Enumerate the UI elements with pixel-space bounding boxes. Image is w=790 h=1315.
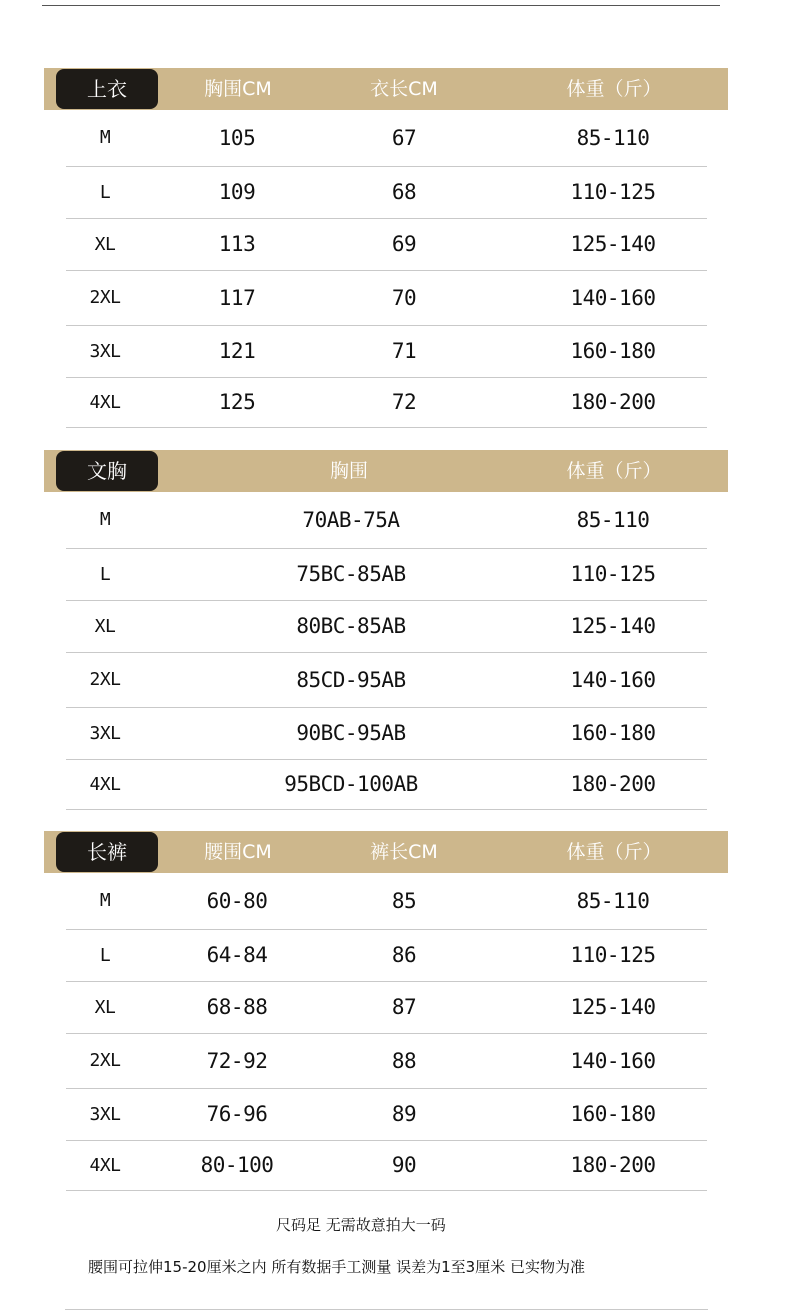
weight-cell: 160-180 <box>570 1102 656 1126</box>
length-cell: 70 <box>391 286 417 310</box>
top-divider <box>42 5 720 6</box>
size-cell: 2XL <box>89 1050 121 1071</box>
waist-cell: 68-88 <box>206 995 268 1019</box>
weight-cell: 180-200 <box>570 1153 656 1177</box>
tops-tag: 上衣 <box>56 69 158 109</box>
bra-header-weight: 体重（斤） <box>566 460 662 482</box>
cup-cell: 75BC-85AB <box>296 562 406 586</box>
cup-cell: 70AB-75A <box>302 508 400 532</box>
size-cell: 3XL <box>89 341 121 362</box>
length-cell: 69 <box>391 232 417 256</box>
chest-cell: 109 <box>218 180 256 204</box>
pants-header-weight: 体重（斤） <box>566 841 662 863</box>
weight-cell: 180-200 <box>570 772 656 796</box>
length-cell: 67 <box>391 126 417 150</box>
tops-header-chest: 胸围CM <box>204 78 272 100</box>
tops-header-bar <box>44 68 728 110</box>
tops-rows <box>44 110 728 428</box>
bra-header-bar <box>44 450 728 492</box>
note-size-accurate: 尺码足 无需故意拍大一码 <box>276 1216 446 1234</box>
table-row <box>66 549 707 601</box>
size-cell: M <box>99 127 111 148</box>
bra-header-cup: 胸围 <box>329 460 368 482</box>
size-cell: L <box>99 564 111 585</box>
cup-cell: 85CD-95AB <box>296 668 406 692</box>
chest-cell: 105 <box>218 126 256 150</box>
pants-header-bar <box>44 831 728 873</box>
weight-cell: 110-125 <box>570 180 656 204</box>
bra-rows <box>44 492 728 810</box>
pants-header-length: 裤长CM <box>370 841 438 863</box>
pants-rows <box>44 873 728 1191</box>
cup-cell: 80BC-85AB <box>296 614 406 638</box>
table-row <box>66 167 707 219</box>
length-cell: 88 <box>391 1049 417 1073</box>
note-measurement: 腰围可拉伸15-20厘米之内 所有数据手工测量 误差为1至3厘米 已实物为准 <box>88 1258 585 1276</box>
length-cell: 68 <box>391 180 417 204</box>
bra-tag: 文胸 <box>56 451 158 491</box>
size-cell: M <box>99 509 111 530</box>
length-cell: 86 <box>391 943 417 967</box>
table-row <box>66 982 707 1034</box>
weight-cell: 125-140 <box>570 614 656 638</box>
waist-cell: 80-100 <box>200 1153 274 1177</box>
size-cell: L <box>99 182 111 203</box>
size-cell: 2XL <box>89 287 121 308</box>
size-cell: 4XL <box>89 774 121 795</box>
weight-cell: 160-180 <box>570 721 656 745</box>
size-cell: 2XL <box>89 669 121 690</box>
chest-cell: 121 <box>218 339 256 363</box>
table-row <box>66 492 707 549</box>
waist-cell: 76-96 <box>206 1102 268 1126</box>
size-cell: XL <box>94 234 116 255</box>
size-cell: XL <box>94 997 116 1018</box>
weight-cell: 85-110 <box>576 126 650 150</box>
table-row <box>66 1034 707 1089</box>
bra-size-table <box>44 450 728 810</box>
size-cell: XL <box>94 616 116 637</box>
size-cell: 4XL <box>89 392 121 413</box>
tops-size-table <box>44 68 728 428</box>
weight-cell: 140-160 <box>570 1049 656 1073</box>
cup-cell: 90BC-95AB <box>296 721 406 745</box>
length-cell: 87 <box>391 995 417 1019</box>
tops-header-length: 衣长CM <box>370 78 438 100</box>
table-row <box>66 601 707 653</box>
weight-cell: 110-125 <box>570 562 656 586</box>
weight-cell: 110-125 <box>570 943 656 967</box>
weight-cell: 85-110 <box>576 889 650 913</box>
pants-tag: 长裤 <box>56 832 158 872</box>
table-row <box>66 708 707 760</box>
size-cell: L <box>99 945 111 966</box>
bottom-divider <box>65 1309 708 1310</box>
table-row <box>66 1089 707 1141</box>
table-row <box>66 653 707 708</box>
table-row <box>66 326 707 378</box>
weight-cell: 85-110 <box>576 508 650 532</box>
table-row <box>66 930 707 982</box>
length-cell: 90 <box>391 1153 417 1177</box>
length-cell: 71 <box>391 339 417 363</box>
size-cell: 3XL <box>89 1104 121 1125</box>
table-row <box>66 110 707 167</box>
table-row <box>66 271 707 326</box>
waist-cell: 64-84 <box>206 943 268 967</box>
weight-cell: 160-180 <box>570 339 656 363</box>
size-cell: 3XL <box>89 723 121 744</box>
chest-cell: 117 <box>218 286 256 310</box>
table-row <box>66 219 707 271</box>
size-cell: 4XL <box>89 1155 121 1176</box>
waist-cell: 60-80 <box>206 889 268 913</box>
cup-cell: 95BCD-100AB <box>284 772 418 796</box>
size-cell: M <box>99 890 111 911</box>
pants-header-waist: 腰围CM <box>204 841 272 863</box>
chest-cell: 113 <box>218 232 256 256</box>
weight-cell: 140-160 <box>570 286 656 310</box>
chest-cell: 125 <box>218 390 256 414</box>
table-row <box>66 378 707 428</box>
table-row <box>66 873 707 930</box>
waist-cell: 72-92 <box>206 1049 268 1073</box>
weight-cell: 140-160 <box>570 668 656 692</box>
table-row <box>66 760 707 810</box>
length-cell: 85 <box>391 889 417 913</box>
pants-size-table <box>44 831 728 1191</box>
weight-cell: 180-200 <box>570 390 656 414</box>
weight-cell: 125-140 <box>570 995 656 1019</box>
tops-header-weight: 体重（斤） <box>566 78 662 100</box>
length-cell: 72 <box>391 390 417 414</box>
table-row <box>66 1141 707 1191</box>
weight-cell: 125-140 <box>570 232 656 256</box>
length-cell: 89 <box>391 1102 417 1126</box>
